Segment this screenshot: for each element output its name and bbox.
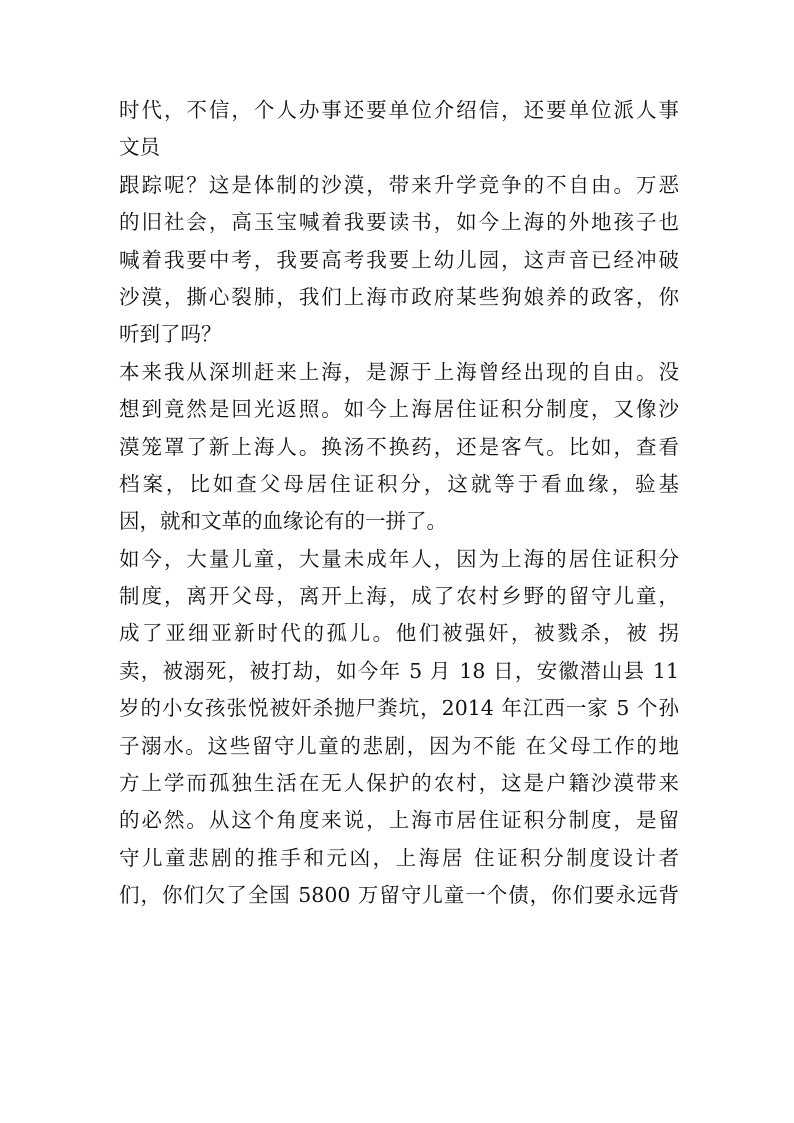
text-line: 守儿童悲剧的推手和元凶，上海居 住证积分制度设计者 <box>119 845 679 870</box>
text-line: 时代，不信，个人办事还要单位介绍信，还要单位派人事 <box>119 98 679 122</box>
text-line: 岁的小女孩张悦被奸杀抛尸粪坑，2014 年江西一家 5 个孙 <box>119 696 679 721</box>
text-line: 喊着我要中考，我要高考我要上幼儿园，这声音已经冲破 <box>119 247 679 272</box>
text-line: 卖，被溺死，被打劫，如今年 5 月 18 日，安徽潜山县 11 <box>119 658 679 683</box>
body-text <box>119 92 679 915</box>
text-line: 听到了吗？ <box>119 322 222 347</box>
text-line: 跟踪呢？这是体制的沙漠，带来升学竞争的不自由。万恶 <box>119 172 679 197</box>
text-line: 制度，离开父母，离开上海，成了农村乡野的留守儿童， <box>119 584 679 609</box>
text-line: 因，就和文革的血缘论有的一拼了。 <box>119 509 447 534</box>
text-line: 子溺水。这些留守儿童的悲剧，因为不能 在父母工作的地 <box>119 733 679 758</box>
text-line: 的旧社会，高玉宝喊着我要读书，如今上海的外地孩子也 <box>119 210 679 235</box>
text-line: 方上学而孤独生活在无人保护的农村，这是户籍沙漠带来 <box>119 771 679 796</box>
text-line: 想到竟然是回光返照。如今上海居住证积分制度，又像沙 <box>119 397 679 422</box>
text-line: 本来我从深圳赶来上海，是源于上海曾经出现的自由。没 <box>119 359 679 384</box>
text-line: 档案，比如查父母居住证积分，这就等于看血缘，验基 <box>119 471 679 496</box>
text-line: 的必然。从这个角度来说，上海市居住证积分制度，是留 <box>119 808 679 833</box>
text-line: 漠笼罩了新上海人。换汤不换药，还是客气。比如，查看 <box>119 434 679 459</box>
text-line: 文员 <box>119 135 160 160</box>
text-line: 们，你们欠了全国 5800 万留守儿童一个债，你们要永远背 <box>119 883 679 908</box>
text-line: 沙漠，撕心裂肺，我们上海市政府某些狗娘养的政客，你 <box>119 284 679 309</box>
text-line: 如今，大量儿童，大量未成年人，因为上海的居住证积分 <box>119 546 679 571</box>
text-line: 成了亚细亚新时代的孤儿。他们被强奸，被戮杀，被 拐 <box>119 621 679 646</box>
